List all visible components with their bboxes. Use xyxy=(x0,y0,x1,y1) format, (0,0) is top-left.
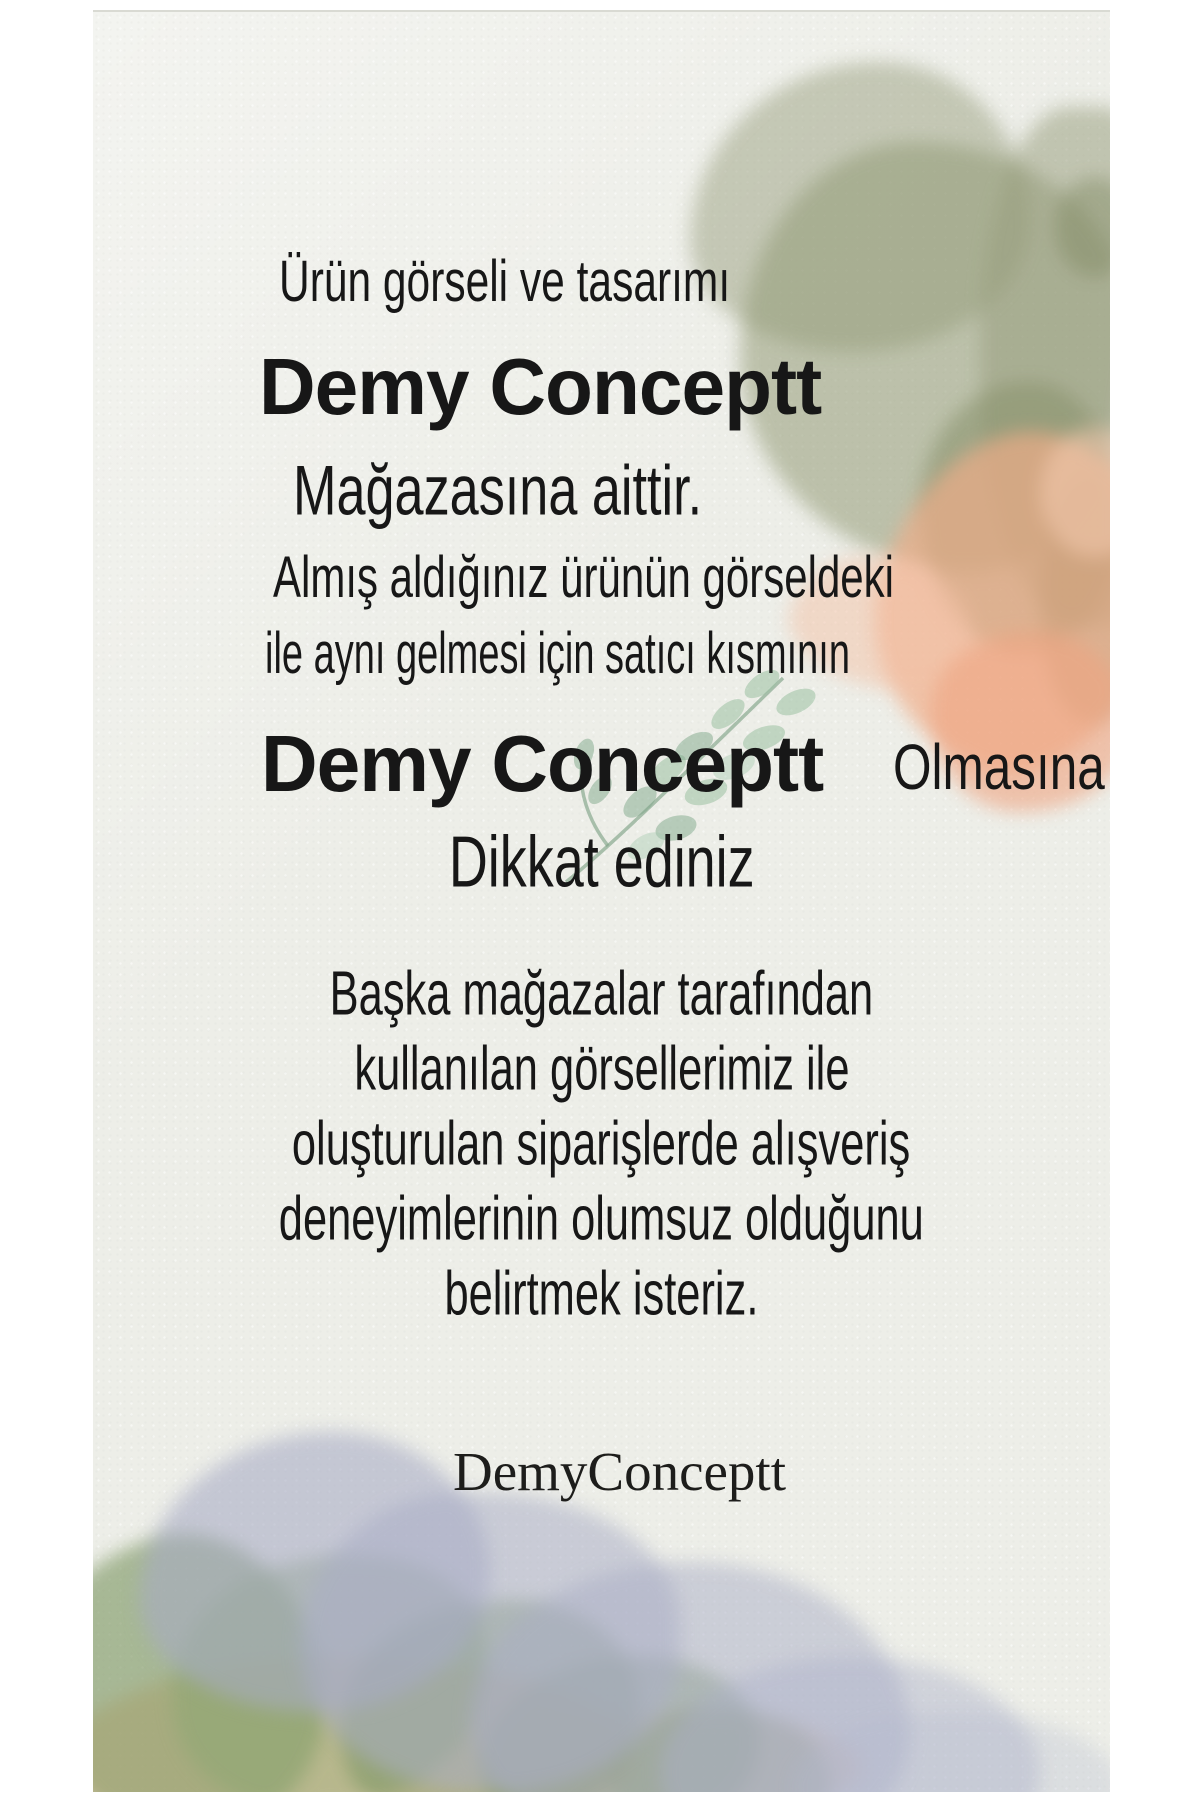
paragraph-line: oluşturulan siparişlerde alışveriş xyxy=(292,1109,911,1179)
emphasis-word: Olmasına xyxy=(893,730,1105,803)
paragraph-line: deneyimlerinin olumsuz olduğunu xyxy=(278,1184,925,1254)
intro-line: Ürün görseli ve tasarımı xyxy=(279,248,731,315)
brand-name-secondary: Demy Conceptt xyxy=(261,719,824,808)
notice-line-1: Almış aldığınız ürünün görseldeki xyxy=(273,544,895,611)
paragraph-line: belirtmek isteriz. xyxy=(444,1259,759,1329)
brand-signature: DemyConceptt xyxy=(453,1441,786,1502)
attention-line: Dikkat ediniz xyxy=(448,822,755,904)
notice-line-2: ile aynı gelmesi için satıcı kısmının xyxy=(265,620,850,687)
paragraph-line: Başka mağazalar tarafından xyxy=(329,959,874,1029)
paragraph-line: kullanılan görsellerimiz ile xyxy=(353,1034,850,1104)
ownership-line: Mağazasına aittir. xyxy=(293,451,703,530)
paper-background xyxy=(93,10,1110,1792)
brand-name-primary: Demy Conceptt xyxy=(259,342,822,431)
